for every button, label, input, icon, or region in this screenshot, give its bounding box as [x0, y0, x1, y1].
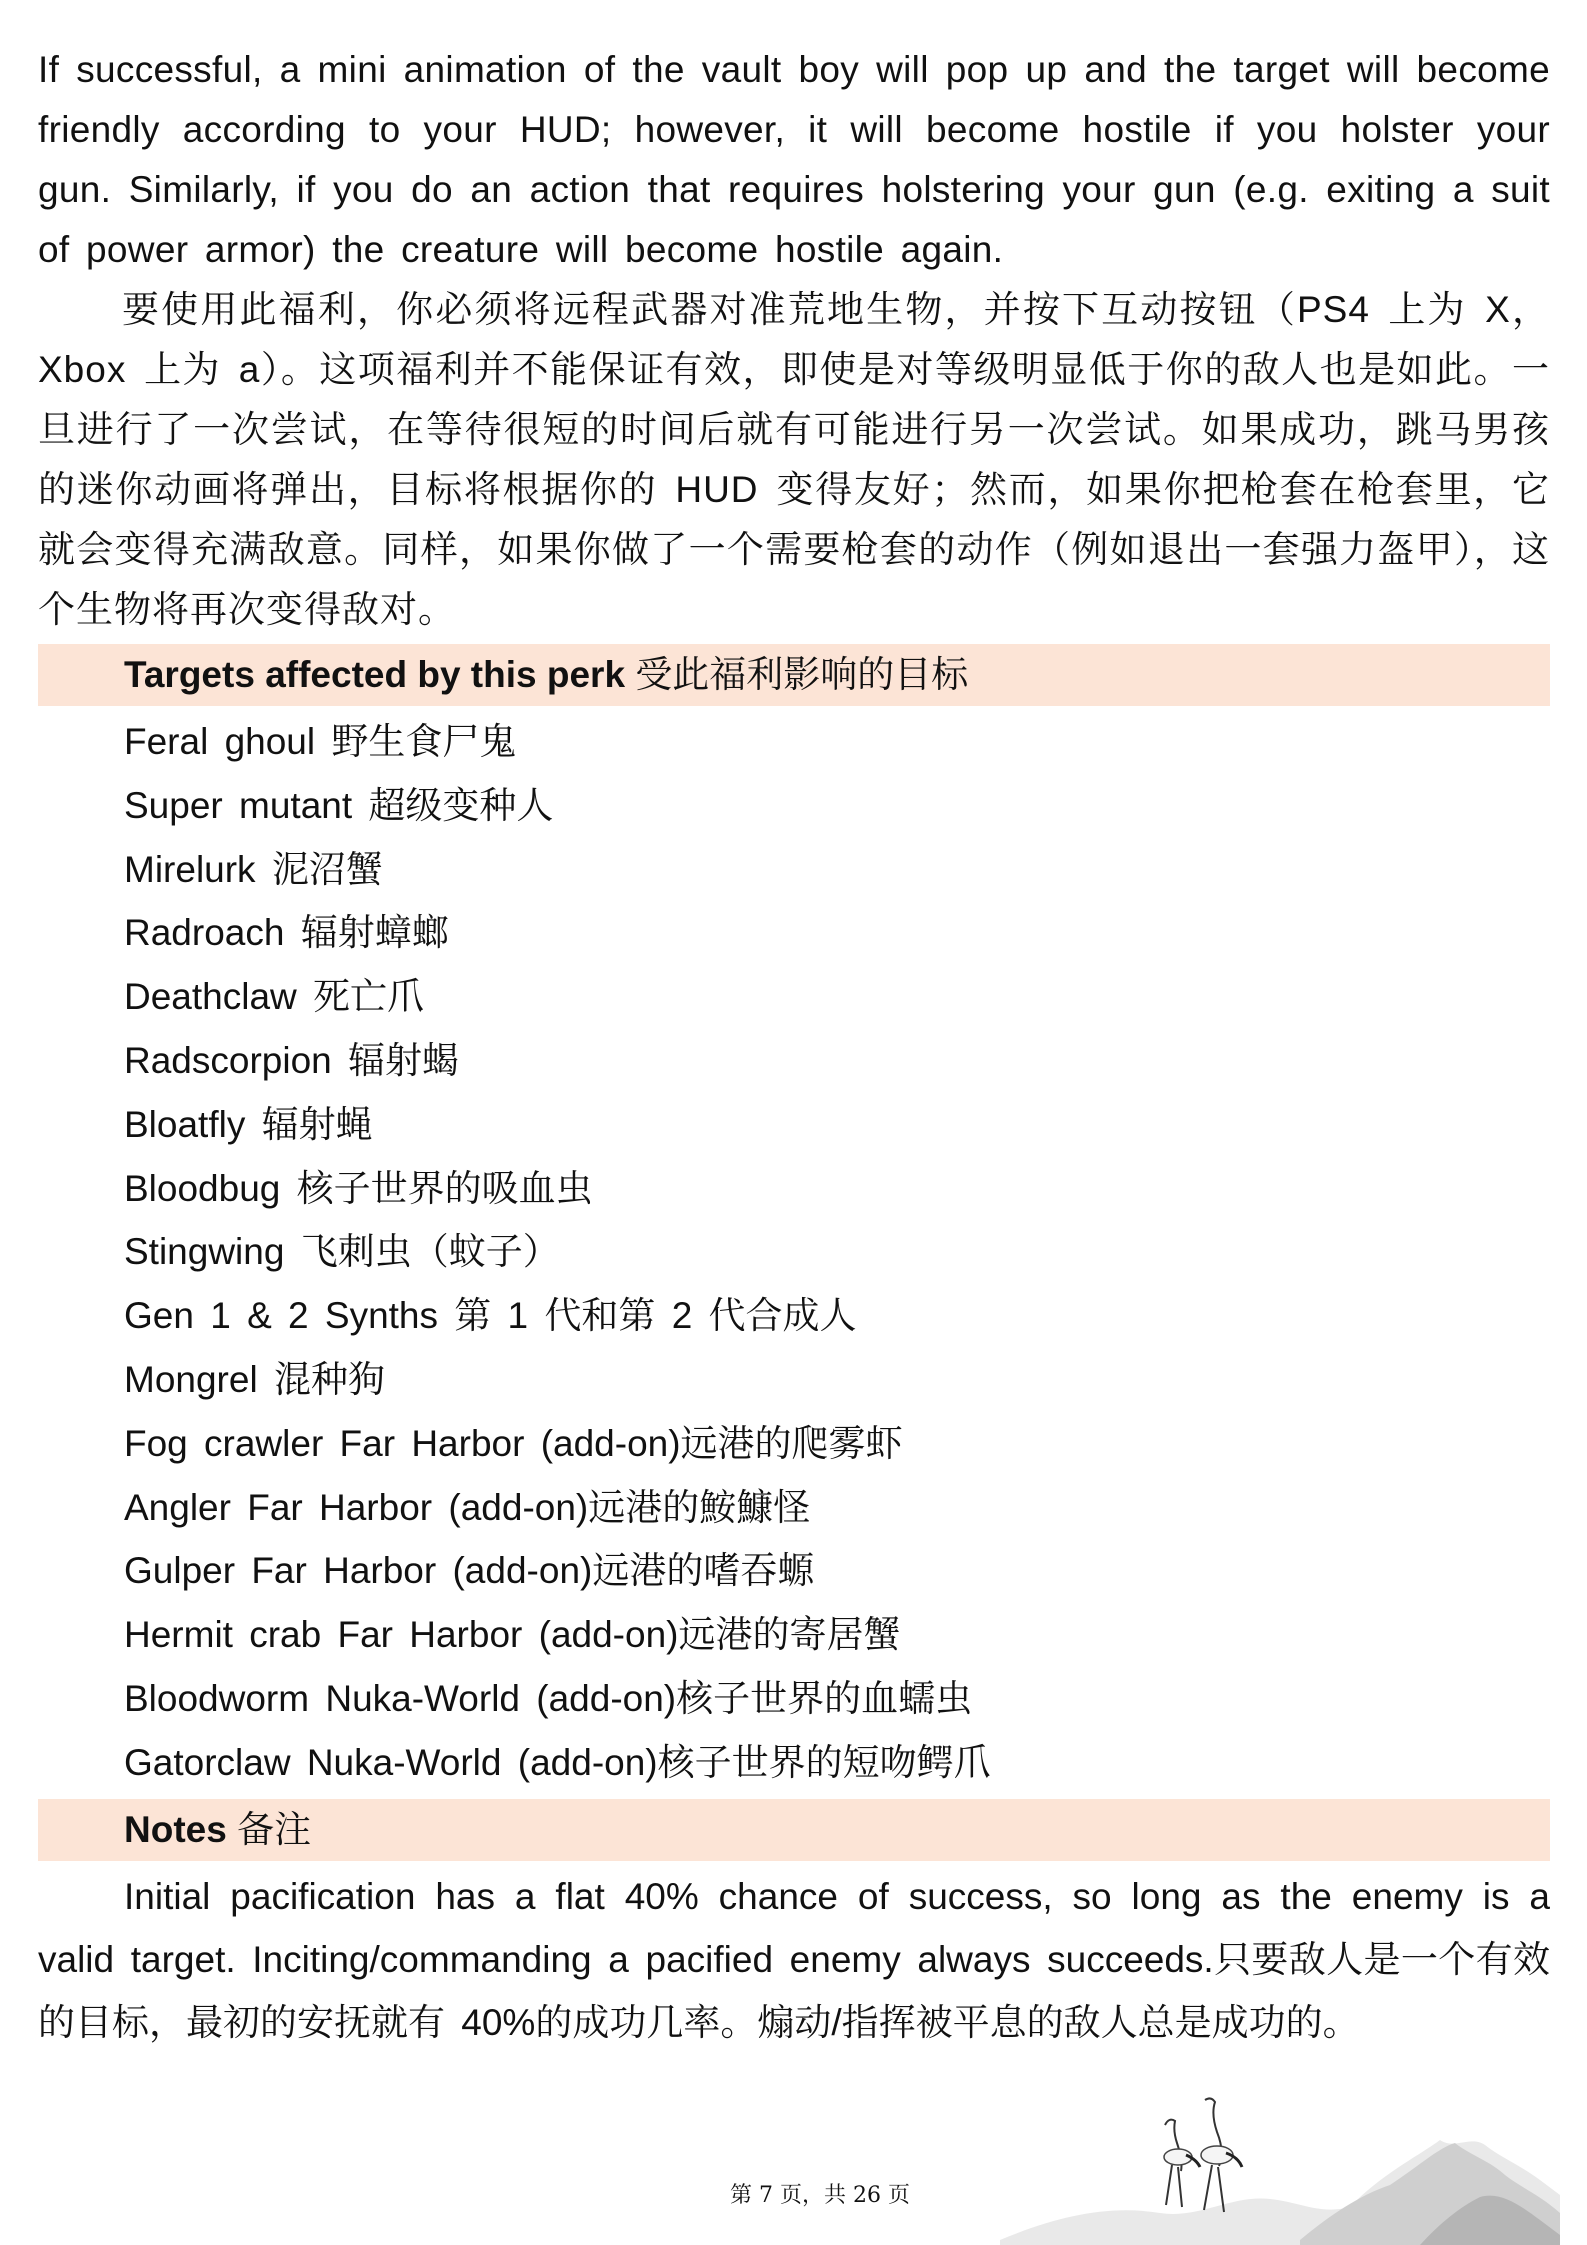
- targets-list: [38, 710, 1550, 1795]
- list-item: Gen 1 & 2 Synths 第 1 代和第 2 代合成人: [124, 1295, 857, 1337]
- list-item: Gulper Far Harbor (add-on)远港的嗜吞螈: [124, 1550, 815, 1592]
- notes-heading-zh: 备注: [237, 1808, 312, 1850]
- notes-body: Initial pacification has a flat 40% chance of success, so long as the enemy is a valid target. Inciting/commanding a pacified enemy always succeeds.只要敌人是一个有效的目标，最初的安抚就有 40%的成功几率。煽动/指挥被平息的敌人总是成功的。: [38, 1875, 1550, 2043]
- list-item: Radroach 辐射蟑螂: [124, 912, 449, 954]
- list-item: Mongrel 混种狗: [124, 1358, 385, 1400]
- notes-heading: [38, 1799, 1550, 1861]
- targets-heading: [38, 644, 1550, 706]
- paragraph-english: If successful, a mini animation of the vault boy will pop up and the target will become friendly according to your HUD; however, it will become hostile if you holster your gun. Similarly, if you do an action that requires holstering your gun (e.g. exiting a suit of power armor) the creature will become hostile again.: [38, 49, 1550, 270]
- list-item: Feral ghoul 野生食尸鬼: [124, 721, 517, 762]
- notes-heading-en: Notes: [124, 1808, 227, 1850]
- list-item: Hermit crab Far Harbor (add-on)远港的寄居蟹: [124, 1614, 901, 1656]
- list-item: Angler Far Harbor (add-on)远港的鮟鱇怪: [124, 1486, 811, 1528]
- list-item: Radscorpion 辐射蝎: [124, 1039, 460, 1081]
- page-footer: 第 7 页，共 26 页: [730, 2183, 910, 2208]
- list-item: Super mutant 超级变种人: [124, 784, 554, 826]
- list-item: Bloodbug 核子世界的吸血虫: [124, 1167, 593, 1209]
- mountain-crane-decoration-icon: [1000, 2095, 1560, 2245]
- list-item: Deathclaw 死亡爪: [124, 976, 425, 1018]
- list-item: Fog crawler Far Harbor (add-on)远港的爬雾虾: [124, 1422, 903, 1464]
- list-item: Bloodworm Nuka-World (add-on)核子世界的血蠕虫: [124, 1677, 973, 1719]
- list-item: Gatorclaw Nuka-World (add-on)核子世界的短吻鳄爪: [124, 1741, 991, 1783]
- targets-heading-en: Targets affected by this perk: [124, 654, 626, 695]
- targets-heading-zh: 受此福利影响的目标: [635, 654, 969, 695]
- list-item: Stingwing 飞刺虫（蚊子）: [124, 1231, 560, 1273]
- list-item: Bloatfly 辐射蝇: [124, 1103, 373, 1145]
- paragraph-chinese: 要使用此福利，你必须将远程武器对准荒地生物，并按下互动按钮（PS4 上为 X，Xbox 上为 a）。这项福利并不能保证有效，即使是对等级明显低于你的敌人也是如此。一旦进行了一次尝试，在等待很短的时间后就有可能进行另一次尝试。如果成功，跳马男孩的迷你动画将弹出，目标将根据你的 HUD 变得友好；然而，如果你把枪套在枪套里，它就会变得充满敌意。同样，如果你做了一个需要枪套的动作（例如退出一套强力盔甲），这个生物将再次变得敌对。: [38, 289, 1550, 630]
- list-item: Mirelurk 泥沼蟹: [124, 848, 383, 890]
- document-page: [38, 40, 1550, 2054]
